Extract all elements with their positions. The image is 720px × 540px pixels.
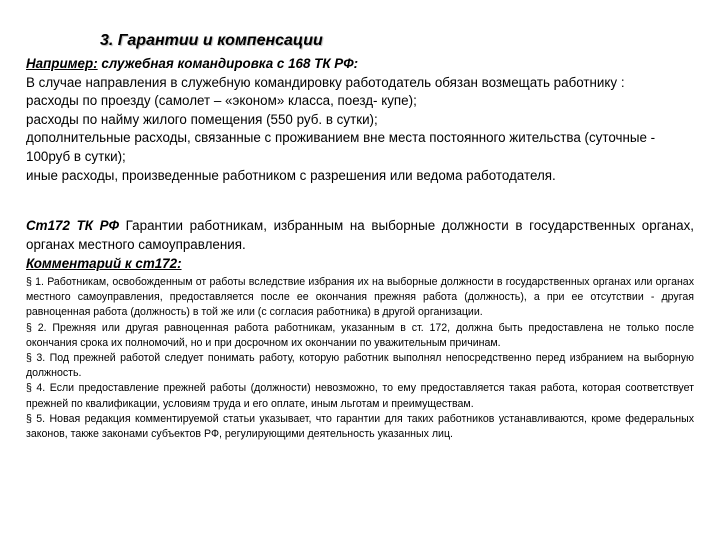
comment-paragraph: § 3. Под прежней работой следует понимать работу, которую работник выполнял непосредственно перед избранием на выборную должность. [26,352,694,380]
example-subject: служебная командировка с 168 ТК РФ: [97,56,359,71]
example-block [26,55,696,185]
article-block [26,216,694,273]
example-heading [26,55,696,74]
example-line: иные расходы, произведенные работником с разрешения или ведома работодателя. [26,167,556,183]
comment-heading: Комментарий к ст172: [26,256,182,271]
example-line: расходы по найму жилого помещения (550 руб. в сутки); [26,111,378,127]
article-ref: Ст172 ТК РФ [26,218,120,233]
slide-title: 3. Гарантии и компенсации [100,32,323,49]
comment-paragraph: § 4. Если предоставление прежней работы (должности) невозможно, то ему предоставляется такая работа, которая соответствует прежней по квалификации, условиям труда и его оплате, иным льготам и преимуществам. [26,382,694,410]
comment-paragraph: § 2. Прежняя или другая равноценная работа работникам, указанным в ст. 172, должна быть предоставлена не только после окончания срока их полномочий, но и при досрочном их окончании по уважительным причинам. [26,321,694,349]
example-lead: Например: [26,56,98,71]
comment-paragraphs [26,275,694,442]
example-line: расходы по проезду (самолет – «эконом» класса, поезд- купе); [26,93,417,109]
article-line [26,216,694,254]
comment-paragraph: § 1. Работникам, освобожденным от работы вследствие избрания их на выборные должности в государственных органах или органах местного самоуправления, предоставляется после ее окончания прежняя работа (должность), а при ее отсутствии - другая равноценная работа (должность) в той же или (с согласия работника) в другой организации. [26,276,694,319]
comment-paragraph: § 5. Новая редакция комментируемой статьи указывает, что гарантии для таких работников устанавливаются, кроме федеральных законов, также законами субъектов РФ, регулирующими деятельность указанных лиц. [26,412,694,441]
article-text: Гарантии работникам, избранным на выборные должности в государственных органах, органах местного самоуправления. [26,218,694,252]
example-line: В случае направления в служебную командировку работодатель обязан возмещать работнику : [26,74,625,90]
example-line: дополнительные расходы, связанные с проживанием вне места постоянного жительства (суточные - 100руб в сутки); [26,130,656,164]
